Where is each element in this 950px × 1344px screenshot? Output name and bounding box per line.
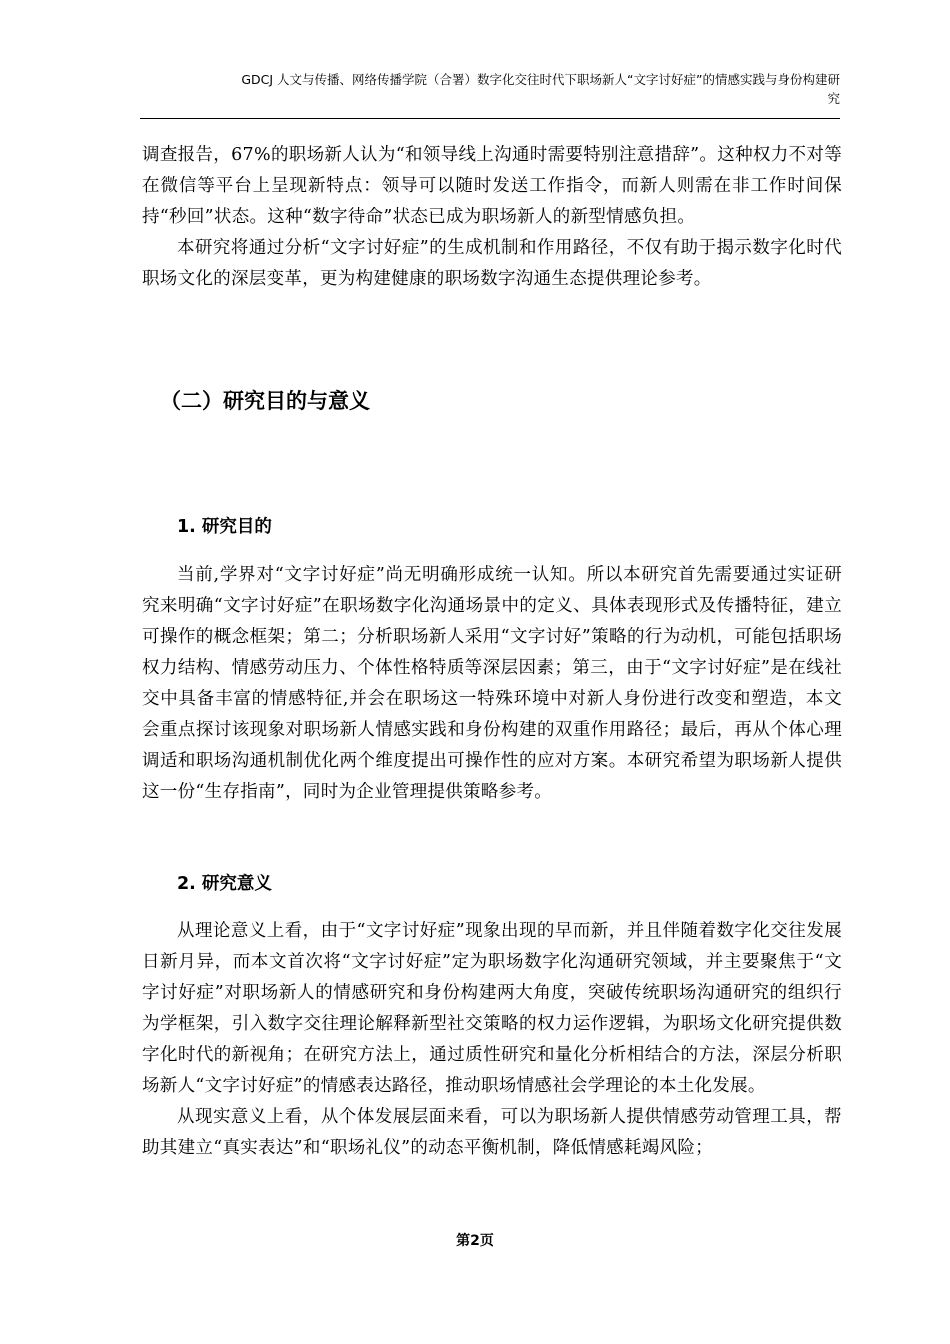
intro-paragraph-continued: 调查报告，67%的职场新人认为“和领导线上沟通时需要特别注意措辞”。这种权力不对等在微信等平台上呈现新特点：领导可以随时发送工作指令，而新人则需在非工作时间保持“秒回”状态。这种“数字待命”状态已成为职场新人的新型情感负担。 xyxy=(142,145,842,227)
header-divider xyxy=(140,118,840,119)
purpose-section xyxy=(142,560,842,808)
page-number: 第2页 xyxy=(456,1233,494,1249)
intro-section xyxy=(142,140,842,295)
subsection-heading-purpose: 1. 研究目的 xyxy=(177,517,272,537)
purpose-paragraph: 当前,学界对“文字讨好症”尚无明确形成统一认知。所以本研究首先需要通过实证研究来明确“文字讨好症”在职场数字化沟通场景中的定义、具体表现形式及传播特征，建立可操作的概念框架；第二；分析职场新人采用“文字讨好”策略的行为动机，可能包括职场权力结构、情感劳动压力、个体性格特质等深层因素；第三，由于“文字讨好症”是在线社交中具备丰富的情感特征,并会在职场这一特殊环境中对新人身份进行改变和塑造，本文会重点探讨该现象对职场新人情感实践和身份构建的双重作用路径；最后，再从个体心理调适和职场沟通机制优化两个维度提出可操作性的应对方案。本研究希望为职场新人提供这一份“生存指南”，同时为企业管理提供策略参考。 xyxy=(142,565,842,802)
significance-paragraph-theory: 从理论意义上看，由于“文字讨好症”现象出现的早而新，并且伴随着数字化交往发展日新月异，而本文首次将“文字讨好症”定为职场数字化沟通研究领域，并主要聚焦于“文字讨好症”对职场新人的情感研究和身份构建两大角度，突破传统职场沟通研究的组织行为学框架，引入数字交往理论解释新型社交策略的权力运作逻辑，为职场文化研究提供数字化时代的新视角；在研究方法上，通过质性研究和量化分析相结合的方法，深层分析职场新人“文字讨好症”的情感表达路径，推动职场情感社会学理论的本土化发展。 xyxy=(142,921,842,1096)
significance-section xyxy=(142,916,842,1164)
subsection-heading-significance: 2. 研究意义 xyxy=(177,874,272,894)
header-title-line1: GDCJ 人文与传播、网络传播学院（合署）数字化交往时代下职场新人“文字讨好症”的情感实践与身份构建研 xyxy=(241,72,840,87)
header-title-line2: 究 xyxy=(827,91,840,106)
page-header xyxy=(140,70,840,108)
intro-paragraph: 本研究将通过分析“文字讨好症”的生成机制和作用路径，不仅有助于揭示数字化时代职场文化的深层变革，更为构建健康的职场数字沟通生态提供理论参考。 xyxy=(142,238,842,289)
significance-paragraph-practice: 从现实意义上看，从个体发展层面来看，可以为职场新人提供情感劳动管理工具，帮助其建立“真实表达”和“职场礼仪”的动态平衡机制，降低情感耗竭风险； xyxy=(142,1107,842,1158)
section-heading: （二）研究目的与意义 xyxy=(160,389,370,413)
